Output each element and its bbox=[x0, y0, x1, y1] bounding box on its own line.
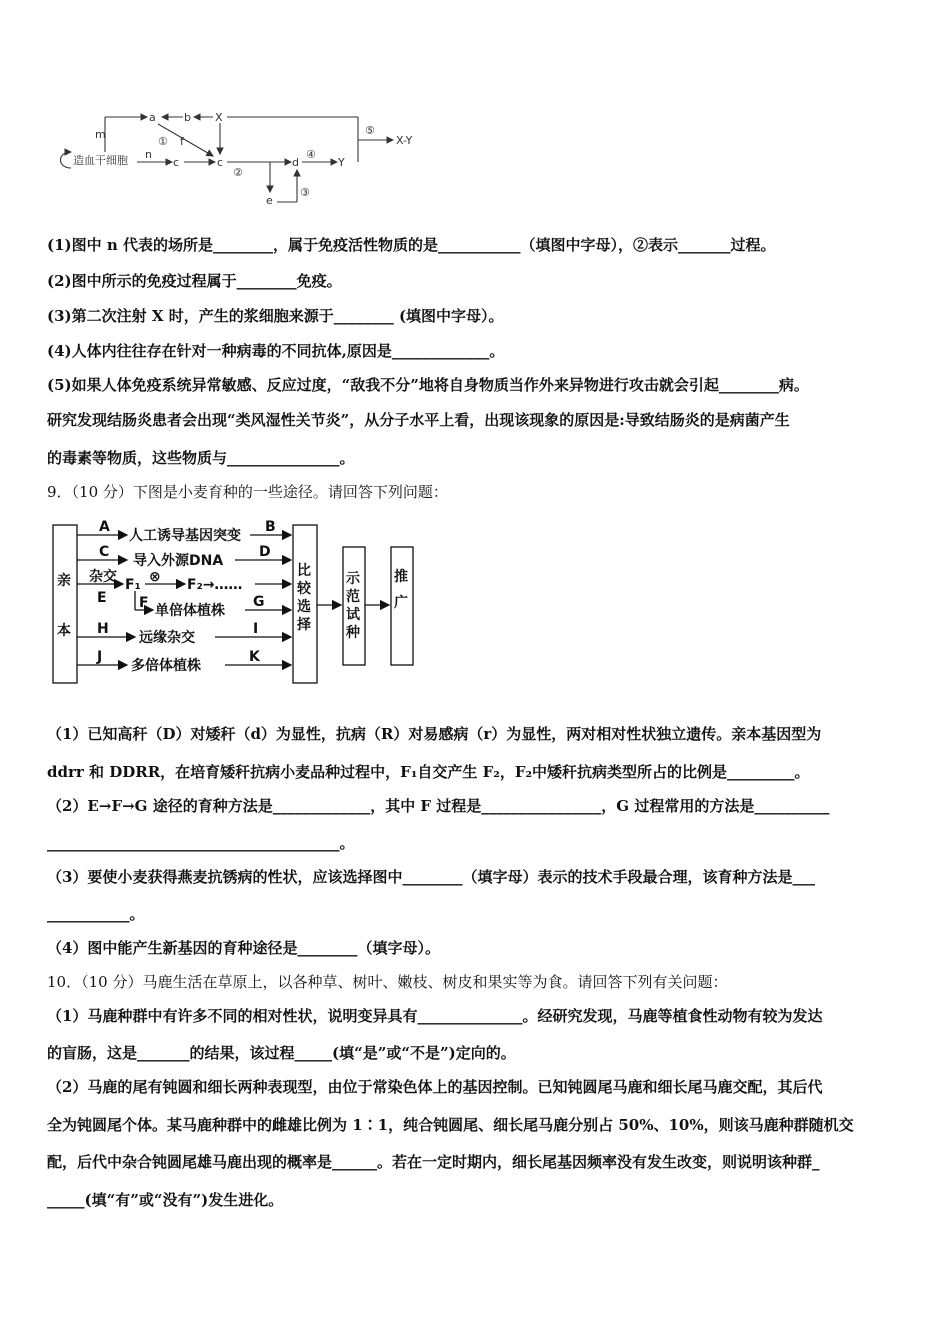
label-step4: ④ bbox=[306, 148, 316, 161]
label-G: G bbox=[253, 594, 265, 610]
q9-line-2: ddrr 和 DDRR，在培育矮秆抗病小麦品种过程中，F₁自交产生 F₂，F₂中矮秆抗病类型所占的比例是_________。 bbox=[47, 763, 810, 781]
promote-char-2: 广 bbox=[394, 595, 408, 611]
selfing-symbol: ⊗ bbox=[149, 569, 161, 585]
q10-line-5: 配，后代中杂合钝圆尾雄马鹿出现的概率是______。若在一定时期内，细长尾基因频率没有发生改变，则说明该种群_ bbox=[47, 1153, 820, 1171]
label-f: f bbox=[180, 135, 184, 148]
q8-line-6: 研究发现结肠炎患者会出现“类风湿性关节炎”，从分子水平上看，出现该现象的原因是:导致结肠炎的是病菌产生 bbox=[47, 411, 790, 429]
stem-cell-label: 造血干细胞 bbox=[73, 154, 128, 167]
label-e: e bbox=[266, 194, 273, 207]
F1-label: F₁ bbox=[125, 577, 141, 593]
q8-line-4: (4)人体内往往存在针对一种病毒的不同抗体,原因是_____________。 bbox=[47, 342, 505, 360]
q9-line-6: ___________。 bbox=[47, 905, 145, 923]
label-a1: a bbox=[149, 111, 156, 124]
compare-char-1: 比 bbox=[297, 563, 311, 579]
q8-line-7: 的毒素等物质，这些物质与_______________。 bbox=[47, 449, 355, 467]
q8-line-1: (1)图中 n 代表的场所是________，属于免疫活性物质的是___________（填图中字母），②表示_______过程。 bbox=[47, 236, 776, 254]
path-ab-label: 人工诱导基因突变 bbox=[129, 528, 241, 544]
label-c1: c bbox=[173, 156, 180, 169]
label-x: X bbox=[215, 111, 223, 124]
q10-line-3: （2）马鹿的尾有钝圆和细长两种表现型，由位于常染色体上的基因控制。已知钝圆尾马鹿和细长尾马鹿交配，其后代 bbox=[47, 1078, 823, 1096]
label-step5: ⑤ bbox=[365, 124, 375, 137]
label-b: b bbox=[184, 111, 191, 124]
q10-line-6: _____(填“有”或“没有”)发生进化。 bbox=[47, 1191, 284, 1209]
compare-char-2: 较 bbox=[297, 581, 311, 597]
compare-char-4: 择 bbox=[297, 617, 311, 633]
q10-header: 10．（10 分）马鹿生活在草原上，以各种草、树叶、嫩枝、树皮和果实等为食。请回答下列有关问题： bbox=[47, 973, 728, 991]
label-d: d bbox=[292, 156, 299, 169]
label-y: Y bbox=[338, 156, 345, 169]
label-step2: ② bbox=[233, 166, 243, 179]
label-K: K bbox=[249, 649, 260, 665]
immune-process-diagram bbox=[55, 100, 435, 210]
parent-box bbox=[53, 525, 77, 683]
demo-char-3: 试 bbox=[346, 607, 360, 623]
label-B: B bbox=[265, 519, 276, 535]
label-step1: ① bbox=[158, 135, 168, 148]
q8-line-2: (2)图中所示的免疫过程属于________免疫。 bbox=[47, 272, 342, 290]
q9-line-4: _______________________________________。 bbox=[47, 834, 355, 852]
path-cd-label: 导入外源DNA bbox=[133, 553, 224, 569]
label-F: F bbox=[139, 595, 149, 611]
q9-line-5: （3）要使小麦获得燕麦抗锈病的性状，应该选择图中________（填字母）表示的技术手段最合理，该育种方法是___ bbox=[47, 868, 815, 886]
label-H: H bbox=[97, 621, 109, 637]
parent-char-2: 本 bbox=[57, 623, 71, 639]
q9-line-7: （4）图中能产生新基因的育种途径是________（填字母）。 bbox=[47, 939, 440, 957]
label-c2: c bbox=[217, 156, 224, 169]
demo-char-2: 范 bbox=[346, 589, 360, 605]
label-xy: X-Y bbox=[396, 134, 413, 147]
label-J: J bbox=[97, 649, 103, 665]
path-hi-label: 远缘杂交 bbox=[139, 630, 195, 646]
q9-line-1: （1）已知高秆（D）对矮秆（d）为显性，抗病（R）对易感病（r）为显性，两对相对性状独立遗传。亲本基因型为 bbox=[47, 725, 822, 743]
q10-line-4: 全为钝圆尾个体。某马鹿种群中的雌雄比例为 1∶1，纯合钝圆尾、细长尾马鹿分别占 50%、10%，则该马鹿种群随机交 bbox=[47, 1116, 854, 1134]
label-D: D bbox=[259, 544, 271, 560]
path-jk-label: 多倍体植株 bbox=[131, 658, 201, 674]
q8-line-3: (3)第二次注射 X 时，产生的浆细胞来源于________ (填图中字母）。 bbox=[47, 307, 504, 325]
label-A: A bbox=[99, 519, 110, 535]
q8-line-5: (5)如果人体免疫系统异常敏感、反应过度，“敌我不分”地将自身物质当作外来异物进行攻击就会引起________病。 bbox=[47, 376, 809, 394]
path-fg-label: 单倍体植株 bbox=[155, 603, 225, 619]
promote-char-1: 推 bbox=[394, 569, 408, 585]
F2-label: F₂→…… bbox=[187, 577, 243, 593]
q9-header: 9．（10 分）下图是小麦育种的一些途径。请回答下列问题： bbox=[47, 483, 448, 501]
breeding-pathways-diagram bbox=[45, 515, 425, 690]
label-E: E bbox=[97, 590, 107, 606]
label-n: n bbox=[145, 148, 152, 161]
demo-box bbox=[343, 547, 365, 665]
parent-char-1: 亲 bbox=[57, 573, 71, 589]
label-C: C bbox=[99, 544, 110, 560]
label-m: m bbox=[95, 128, 106, 141]
label-I: I bbox=[253, 621, 259, 637]
demo-char-4: 种 bbox=[346, 625, 360, 641]
q10-line-1: （1）马鹿种群中有许多不同的相对性状，说明变异具有______________。经研究发现，马鹿等植食性动物有较为发达 bbox=[47, 1007, 823, 1025]
label-step3: ③ bbox=[300, 186, 310, 199]
q9-line-3: （2）E→F→G 途径的育种方法是_____________，其中 F 过程是________________，G 过程常用的方法是__________ bbox=[47, 797, 830, 815]
demo-char-1: 示 bbox=[346, 571, 360, 587]
q10-line-2: 的盲肠，这是_______的结果，该过程_____(填“是”或“不是”)定向的。 bbox=[47, 1044, 516, 1062]
compare-char-3: 选 bbox=[297, 599, 311, 615]
hybrid-label: 杂交 bbox=[89, 569, 117, 585]
